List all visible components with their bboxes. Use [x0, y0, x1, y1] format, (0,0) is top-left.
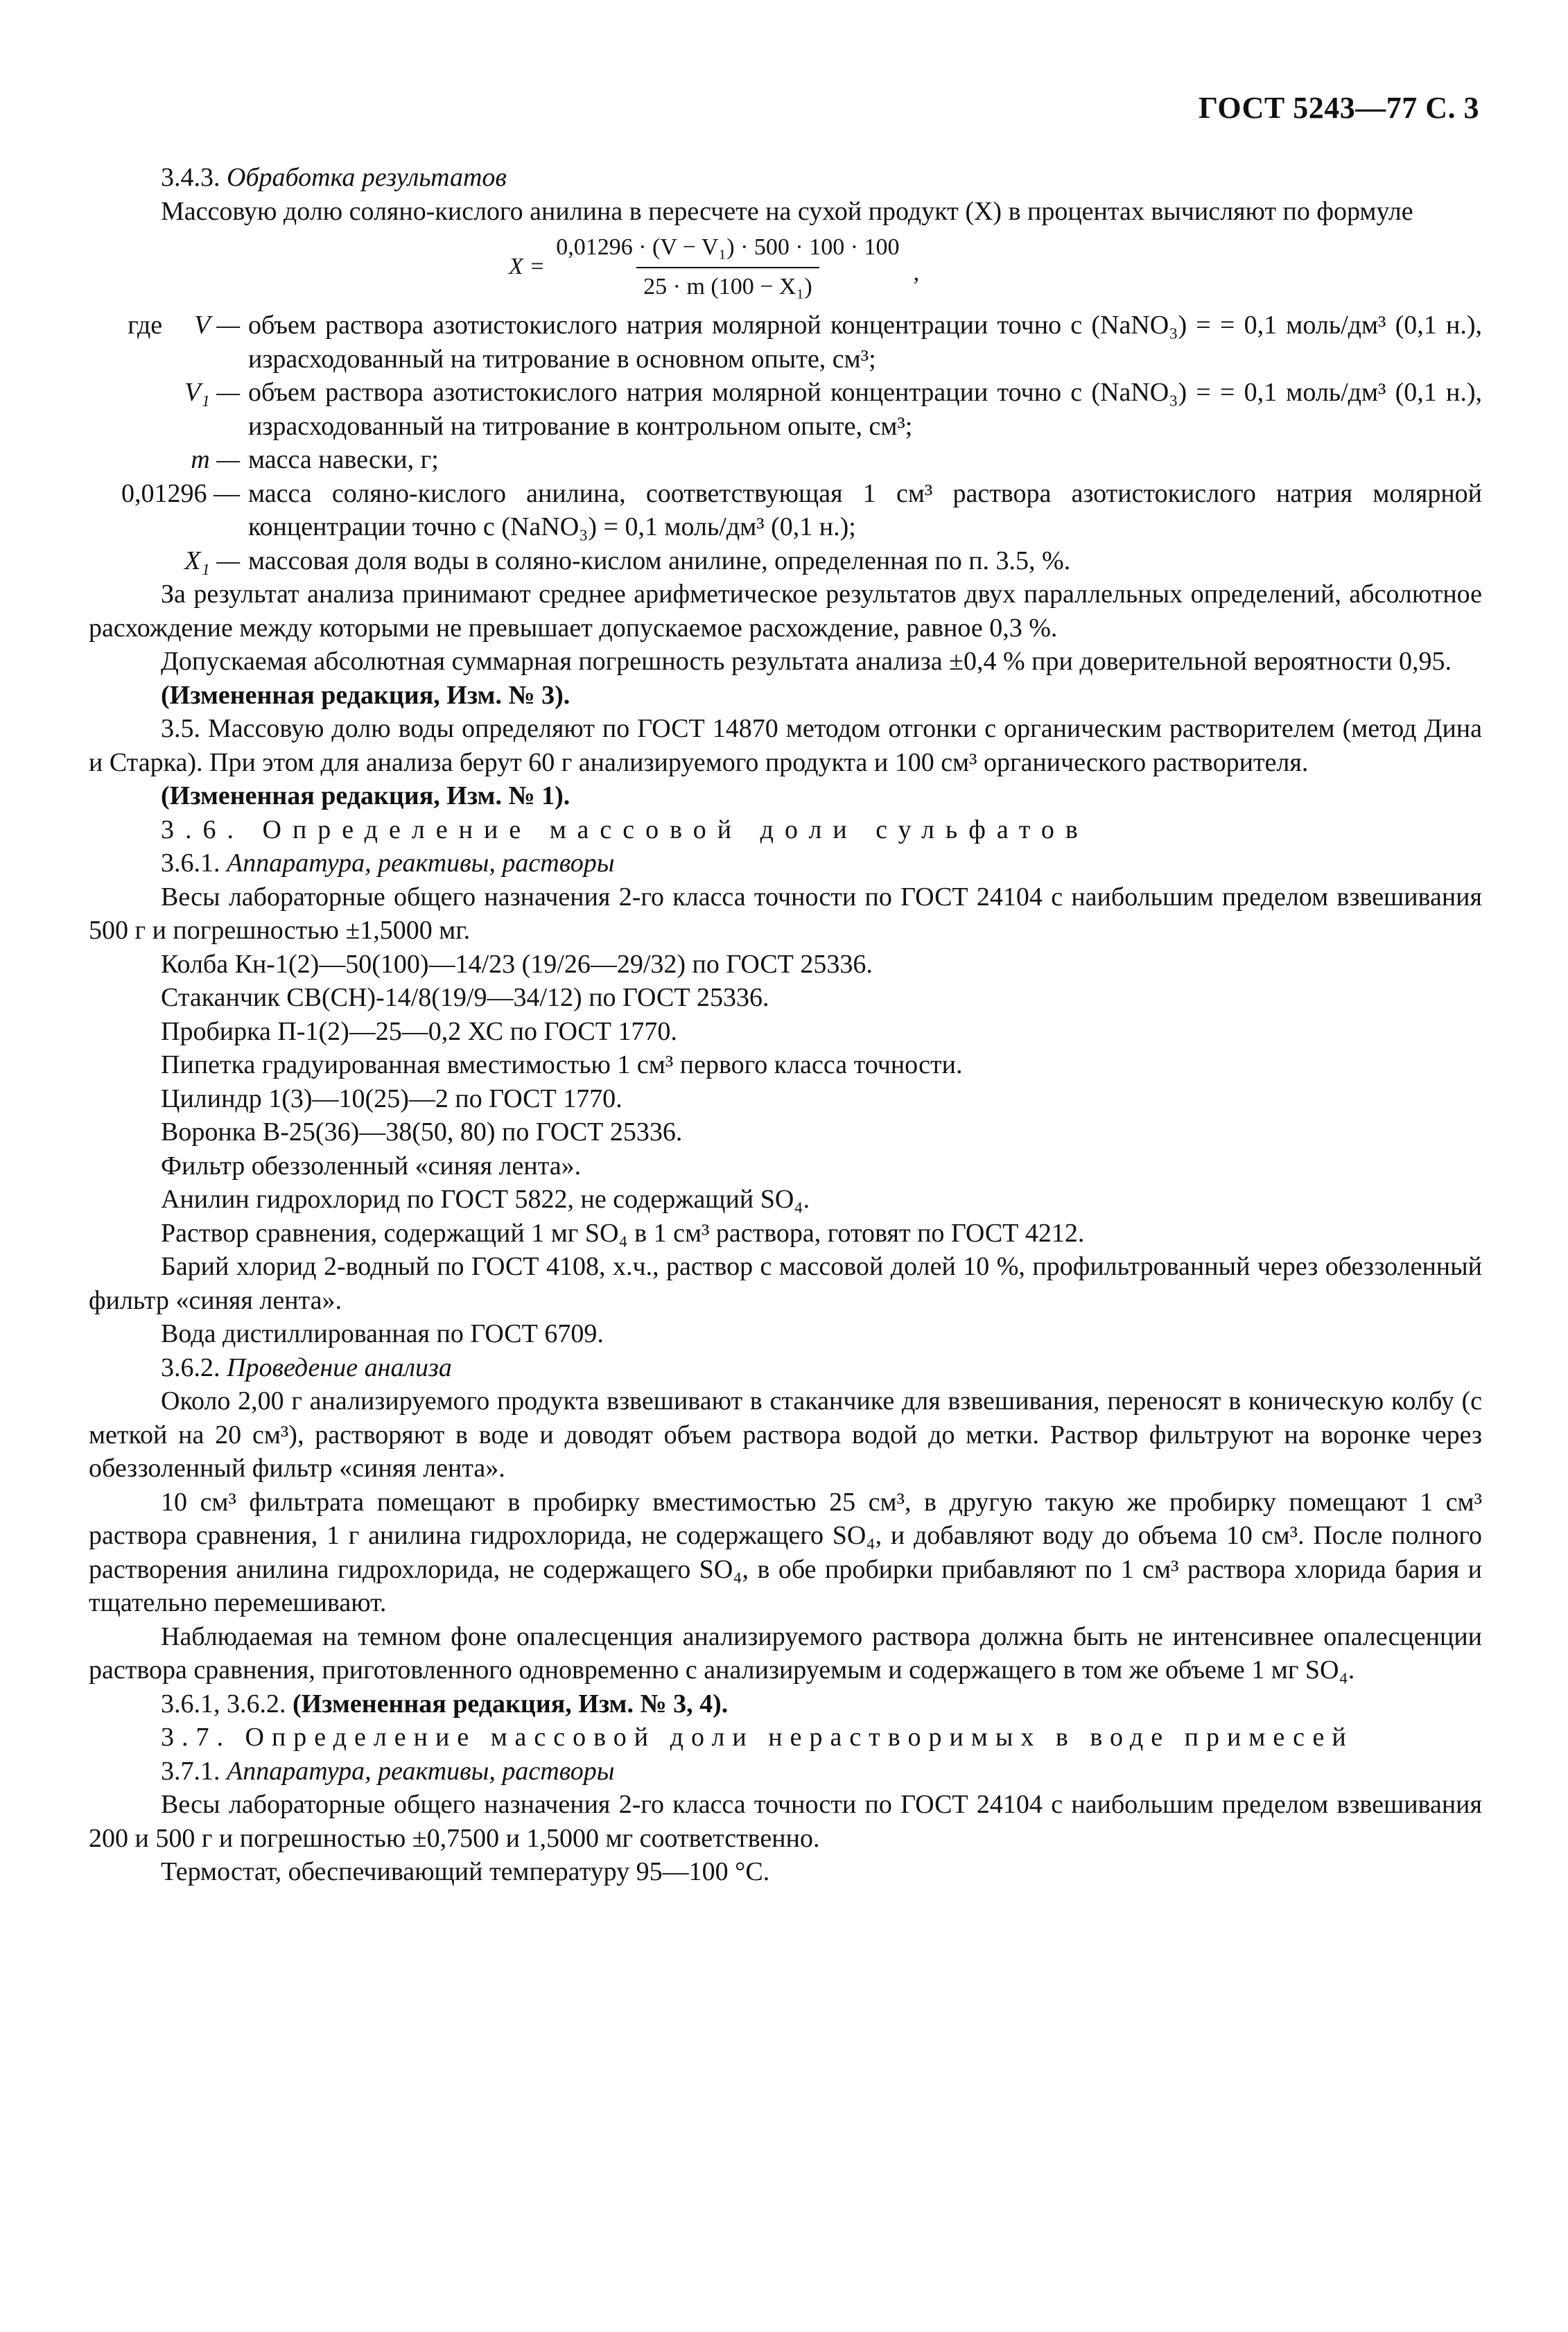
- equipment-item: Термостат, обеспечивающий температуру 95—100 °С.: [161, 1857, 770, 1886]
- page-content: [89, 161, 1482, 1889]
- definition-symbol: V₁ —: [184, 378, 240, 407]
- section-number: 3.4.3.: [161, 163, 227, 192]
- formula-lhs: X =: [509, 254, 546, 280]
- section-title: Аппаратура, реактивы, растворы: [227, 1756, 615, 1786]
- section-3-6-2-heading: [89, 1351, 1482, 1385]
- equipment-item: Раствор сравнения, содержащий 1 мг SO₄ в 1 см³ раствора, готовят по ГОСТ 4212.: [161, 1218, 1085, 1248]
- amendment-note: (Измененная редакция, Изм. № 1).: [161, 781, 570, 810]
- formula-denominator: 25 · m (100 − X₁): [636, 267, 819, 304]
- equipment-item: Весы лабораторные общего назначения 2-го класса точности по ГОСТ 24104 с наибольшим пределом взвешивания 500 г и погрешностью ±1,5000 мг.: [89, 882, 1482, 945]
- equipment-item: Пробирка П-1(2)—25—0,2 ХС по ГОСТ 1770.: [161, 1016, 677, 1046]
- equipment-item: Весы лабораторные общего назначения 2-го класса точности по ГОСТ 24104 с наибольшим пределом взвешивания 200 и 500 г и погрешностью ±0,7500 и 1,5000 мг соответственно.: [89, 1790, 1482, 1853]
- section-3-5-paragraph: 3.5. Массовую долю воды определяют по ГОСТ 14870 методом отгонки с органическим растворителем (метод Дина и Старка). При этом для анализа берут 60 г анализируемого продукта и 100 см³ органического растворителя.: [89, 714, 1482, 777]
- equipment-item: Колба Кн-1(2)—50(100)—14/23 (19/26—29/32) по ГОСТ 25336.: [161, 949, 873, 979]
- definition-row: [89, 477, 1482, 544]
- section-3-4-3-heading: [89, 161, 1482, 195]
- formula-block: [89, 228, 1482, 308]
- procedure-paragraph: 10 см³ фильтрата помещают в пробирку вместимостью 25 см³, в другую такую же пробирку помещают 1 см³ раствора сравнения, 1 г анилина гидрохлорида, не содержащего SO₄, и добавляют воду до объема 10 см³. После полного растворения анилина гидрохлорида, не содержащего SO₄, в обе пробирки прибавляют по 1 см³ раствора хлорида бария и тщательно перемешивают.: [89, 1487, 1482, 1617]
- section-3-7-heading: 3.7. Определение массовой доли нерастворимых в воде примесей: [161, 1723, 1354, 1752]
- formula: [509, 231, 919, 304]
- amendment-note: [89, 1687, 1482, 1721]
- procedure-paragraph: Около 2,00 г анализируемого продукта взвешивают в стаканчике для взвешивания, переносят в коническую колбу (с меткой на 20 см³), растворяют в воде и доводят объем раствора водой до метки. Раствор фильтруют на воронке через обеззоленный фильтр «синяя лента».: [89, 1386, 1482, 1483]
- equipment-item: Воронка В-25(36)—38(50, 80) по ГОСТ 25336.: [161, 1117, 683, 1147]
- definition-text: объем раствора азотистокислого натрия молярной концентрации точно c (NaNO₃) = = 0,1 моль/дм³ (0,1 н.), израсходованный на титрование в контрольном опыте, см³;: [248, 378, 1482, 441]
- formula-fraction: [549, 231, 906, 304]
- equipment-item: Анилин гидрохлорид по ГОСТ 5822, не содержащий SO₄.: [161, 1185, 810, 1214]
- definition-row: [89, 544, 1482, 578]
- definition-text: объем раствора азотистокислого натрия молярной концентрации точно c (NaNO₃) = = 0,1 моль/дм³ (0,1 н.), израсходованный на титрование в основном опыте, см³;: [248, 311, 1482, 374]
- section-number: 3.6.2.: [161, 1352, 227, 1382]
- formula-numerator: 0,01296 · (V − V₁) · 500 · 100 · 100: [556, 234, 900, 260]
- definition-text: масса соляно-кислого анилина, соответствующая 1 см³ раствора азотистокислого натрия молярной концентрации точно c (NaNO₃) = 0,1 моль/дм³ (0,1 н.);: [248, 478, 1482, 541]
- section-3-7-1-heading: [89, 1755, 1482, 1789]
- result-paragraph: За результат анализа принимают среднее арифметическое результатов двух параллельных определений, абсолютное расхождение между которыми не превышает допускаемое расхождение, равное 0,3 %.: [89, 580, 1482, 643]
- definition-text: массовая доля воды в соляно-кислом анилине, определенная по п. 3.5, %.: [248, 546, 1071, 575]
- section-number: 3.7.1.: [161, 1756, 227, 1786]
- definition-row: [89, 443, 1482, 477]
- definition-symbol: V —: [194, 311, 240, 340]
- definition-text: масса навески, г;: [248, 445, 439, 474]
- definition-row: [89, 376, 1482, 443]
- amendment-note: (Измененная редакция, Изм. № 3).: [161, 680, 570, 710]
- amendment-refs: 3.6.1, 3.6.2.: [161, 1689, 293, 1718]
- procedure-paragraph: Наблюдаемая на темном фоне опалесценция анализируемого раствора должна быть не интенсивнее опалесценции раствора сравнения, приготовленного одновременно с анализируемым и содержащего в том же объеме 1 мг SO₄.: [89, 1621, 1482, 1685]
- equipment-item: Стаканчик СВ(СН)-14/8(19/9—34/12) по ГОСТ 25336.: [161, 983, 769, 1012]
- section-title: Проведение анализа: [227, 1352, 452, 1382]
- amendment-text: (Измененная редакция, Изм. № 3, 4).: [293, 1689, 729, 1718]
- definition-symbol: 0,01296 —: [121, 478, 240, 508]
- equipment-item: Фильтр обеззоленный «синяя лента».: [161, 1151, 582, 1181]
- formula-comma: ,: [913, 260, 920, 286]
- section-title: Обработка результатов: [227, 163, 507, 192]
- equipment-item: Вода дистиллированная по ГОСТ 6709.: [161, 1319, 604, 1348]
- formula-intro: Массовую долю соляно-кислого анилина в пересчете на сухой продукт (X) в процентах вычисляют по формуле: [161, 196, 1413, 226]
- definition-row: [89, 308, 1482, 376]
- definition-symbol: X₁ —: [184, 546, 240, 575]
- section-number: 3.6.1.: [161, 849, 227, 878]
- where-label: где: [128, 311, 163, 340]
- section-3-6-1-heading: [89, 846, 1482, 880]
- equipment-item: Пипетка градуированная вместимостью 1 см³ первого класса точности.: [161, 1050, 963, 1079]
- equipment-item: Барий хлорид 2-водный по ГОСТ 4108, х.ч., раствор с массовой долей 10 %, профильтрованный через обеззоленный фильтр «синяя лента».: [89, 1252, 1482, 1315]
- section-title: Аппаратура, реактивы, растворы: [227, 849, 615, 878]
- definition-symbol: m —: [191, 445, 240, 474]
- equipment-item: Цилиндр 1(3)—10(25)—2 по ГОСТ 1770.: [161, 1084, 622, 1113]
- section-3-6-heading: 3.6. Определение массовой доли сульфатов: [161, 815, 1089, 844]
- error-paragraph: Допускаемая абсолютная суммарная погрешность результата анализа ±0,4 % при доверительной вероятности 0,95.: [161, 647, 1452, 676]
- page-header: ГОСТ 5243—77 С. 3: [1198, 91, 1479, 125]
